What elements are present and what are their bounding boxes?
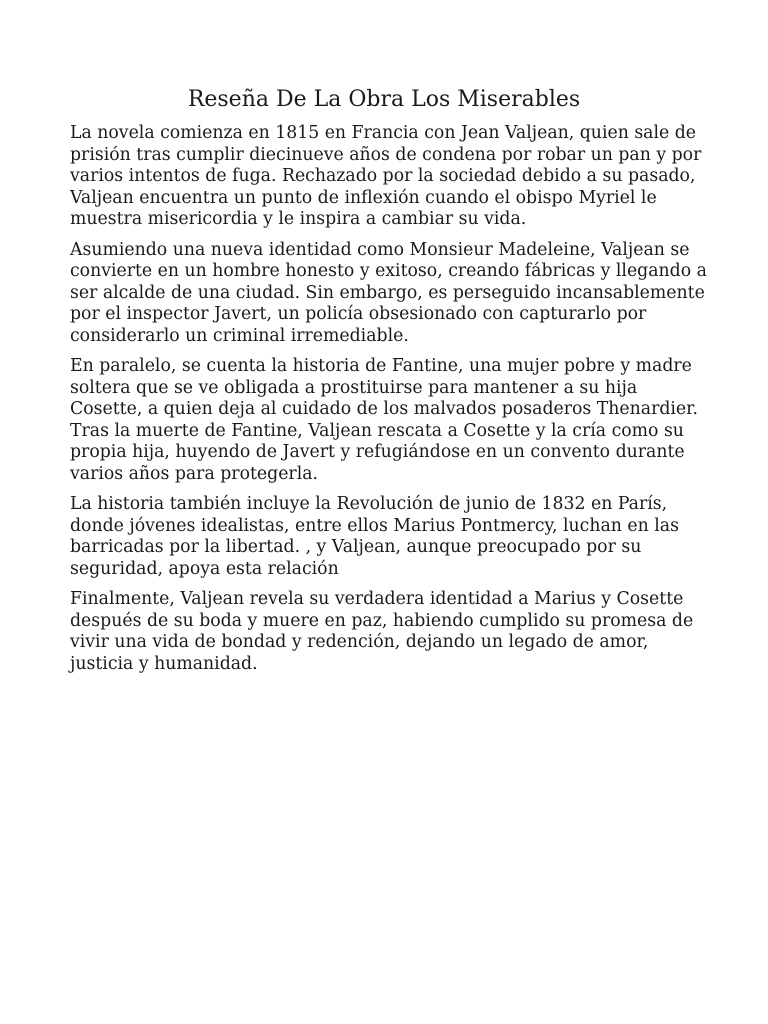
paragraph-1: La novela comienza en 1815 en Francia con Jean Valjean, quien sale de prisión tras cumplir diecinueve años de condena por robar un pan y por varios intentos de fuga. Rechazado por la sociedad debido a su pasado, Valjean encuentra un punto de inflexión cuando el obispo Myriel le muestra misericordia y le inspira a cambiar su vida. xyxy=(70,123,702,229)
paragraph-5: Finalmente, Valjean revela su verdadera identidad a Marius y Cosette después de su boda y muere en paz, habiendo cumplido su promesa de vivir una vida de bondad y redención, dejando un legado de amor, justicia y humanidad. xyxy=(70,589,694,674)
document-body xyxy=(70,123,710,684)
paragraph-4: La historia también incluye la Revolución de junio de 1832 en París, donde jóvenes idealistas, entre ellos Marius Pontmercy, luchan en las barricadas por la libertad. , y Valjean, aunque preocupado por su seguridad, apoya esta relación xyxy=(70,494,679,579)
document-title: Reseña De La Obra Los Miserables xyxy=(187,87,581,112)
paragraph-3: En paralelo, se cuenta la historia de Fantine, una mujer pobre y madre soltera que se ve obligada a prostituirse para mantener a su hija Cosette, a quien deja al cuidado de los malvados posaderos Thenardier. Tras la muerte de Fantine, Valjean rescata a Cosette y la cría como su propia hija, huyendo de Javert y refugiándose en un convento durante varios años para protegerla. xyxy=(70,356,699,484)
paragraph-2: Asumiendo una nueva identidad como Monsieur Madeleine, Valjean se convierte en un hombre honesto y exitoso, creando fábricas y llegando a ser alcalde de una ciudad. Sin embargo, es perseguido incansablemente por el inspector Javert, un policía obsesionado con capturarlo por considerarlo un criminal irremediable. xyxy=(70,239,707,346)
